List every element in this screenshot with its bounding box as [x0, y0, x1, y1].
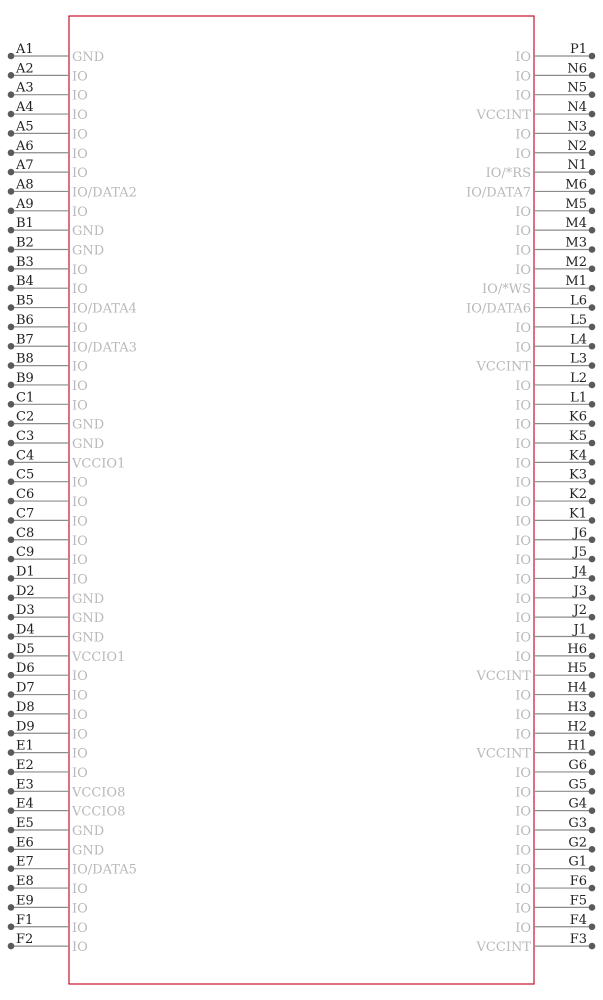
pin-number: G6 [568, 757, 587, 773]
pin-connection-dot [589, 711, 596, 718]
pin-number: B2 [16, 235, 34, 251]
pin-name: IO [515, 804, 531, 820]
pin-number: E9 [16, 893, 34, 909]
pin-connection-dot [589, 517, 596, 524]
pin-number: L3 [570, 351, 587, 367]
pin-name: IO [72, 495, 88, 511]
pin-connection-dot [589, 904, 596, 911]
pin-connection-dot [8, 111, 15, 118]
pin-name: IO [515, 533, 531, 549]
pin-number: H2 [567, 719, 587, 735]
pin-name: IO [515, 727, 531, 743]
pin-name: IO [515, 882, 531, 898]
pin-connection-dot [8, 595, 15, 602]
pin-number: M4 [565, 216, 587, 232]
pin-number: H5 [567, 661, 587, 677]
pin-connection-dot [8, 691, 15, 698]
pin-name: GND [72, 591, 105, 607]
chip-body-outline [69, 16, 534, 984]
pin-number: E4 [16, 796, 34, 812]
pin-number: E2 [16, 757, 34, 773]
pin-name: IO [72, 127, 88, 143]
pin-number: P1 [569, 42, 587, 57]
pin-name: IO [515, 146, 531, 162]
pin-name: IO [72, 765, 88, 781]
pin-number: K4 [569, 448, 587, 464]
pin-name: VCCINT [476, 746, 531, 762]
pin-connection-dot [8, 517, 15, 524]
pin-number: F1 [16, 912, 34, 928]
pin-number: N4 [567, 100, 587, 116]
pin-number: H1 [567, 738, 587, 754]
pin-number: E7 [16, 854, 34, 870]
pin-name: IO [72, 320, 88, 336]
pin-number: B7 [16, 332, 34, 348]
pin-connection-dot [589, 227, 596, 234]
pin-name: VCCIO8 [72, 785, 126, 801]
pin-number: A7 [16, 158, 34, 174]
pin-connection-dot [8, 769, 15, 776]
pin-name: VCCINT [476, 940, 531, 956]
pin-name: IO [72, 553, 88, 569]
pin-connection-dot [589, 420, 596, 427]
pin-number: G5 [568, 777, 587, 793]
pin-name: VCCIO8 [72, 804, 126, 820]
pin-connection-dot [589, 769, 596, 776]
pin-number: K1 [569, 506, 587, 522]
pin-connection-dot [8, 943, 15, 950]
pin-connection-dot [8, 749, 15, 756]
pin-number: L1 [570, 390, 587, 406]
pin-connection-dot [8, 401, 15, 408]
pin-connection-dot [8, 846, 15, 853]
pin-name: IO [515, 553, 531, 569]
pin-name: IO [515, 243, 531, 259]
pin-number: N6 [567, 61, 587, 77]
pin-number: D8 [16, 699, 35, 715]
pin-number: L4 [570, 332, 587, 348]
pin-connection-dot [589, 285, 596, 292]
pin-number: A8 [16, 177, 34, 193]
pin-connection-dot [8, 885, 15, 892]
pin-name: IO [515, 417, 531, 433]
pin-connection-dot [589, 324, 596, 331]
pin-connection-dot [589, 208, 596, 215]
pin-name: IO/DATA6 [466, 301, 531, 317]
pin-name: GND [72, 611, 105, 627]
pin-name: IO [72, 88, 88, 104]
pin-connection-dot [8, 285, 15, 292]
pin-number: N3 [567, 119, 587, 135]
pin-number: J1 [573, 622, 587, 638]
pin-number: K5 [569, 429, 587, 444]
pin-connection-dot [8, 575, 15, 582]
pin-name: VCCIO1 [72, 649, 126, 665]
pin-number: C1 [16, 390, 35, 406]
pin-number: M5 [565, 196, 587, 212]
pin-name: IO [515, 707, 531, 723]
pin-connection-dot [589, 188, 596, 195]
pin-connection-dot [8, 72, 15, 79]
pin-number: E5 [16, 816, 34, 831]
pin-number: D1 [16, 564, 35, 580]
pin-number: C3 [16, 429, 35, 444]
pin-connection-dot [8, 904, 15, 911]
pin-number: B5 [16, 293, 34, 309]
pin-number: E1 [16, 738, 34, 754]
pin-connection-dot [8, 807, 15, 814]
pin-connection-dot [589, 691, 596, 698]
pin-connection-dot [8, 556, 15, 563]
pin-connection-dot [589, 440, 596, 447]
pin-number: B3 [16, 254, 34, 270]
pin-number: D7 [16, 680, 35, 696]
pin-number: C9 [16, 545, 35, 561]
pin-connection-dot [589, 827, 596, 834]
pin-name: IO/*RS [485, 166, 531, 182]
pin-connection-dot [8, 498, 15, 505]
pin-name: IO [515, 572, 531, 588]
pin-number: H4 [567, 680, 587, 696]
pin-name: IO [515, 862, 531, 878]
pin-number: C6 [16, 487, 35, 503]
pin-name: IO [515, 785, 531, 801]
pin-name: IO [515, 320, 531, 336]
pin-connection-dot [8, 304, 15, 311]
pin-connection-dot [589, 72, 596, 79]
pin-name: IO [72, 901, 88, 917]
pin-name: VCCINT [476, 669, 531, 685]
pin-name: IO [515, 398, 531, 414]
pin-number: H6 [567, 641, 587, 657]
pin-connection-dot [589, 246, 596, 253]
pin-connection-dot [589, 266, 596, 273]
pin-number: E8 [16, 874, 34, 890]
pin-number: F5 [569, 893, 587, 909]
pin-connection-dot [589, 362, 596, 369]
pin-number: M2 [565, 254, 587, 270]
pin-connection-dot [589, 865, 596, 872]
pin-connection-dot [589, 788, 596, 795]
pin-connection-dot [8, 53, 15, 60]
pin-name: IO [515, 127, 531, 143]
pin-connection-dot [589, 459, 596, 466]
pin-number: L5 [570, 312, 587, 328]
pin-number: C5 [16, 467, 35, 483]
pin-connection-dot [8, 536, 15, 543]
pin-connection-dot [8, 827, 15, 834]
pin-connection-dot [8, 614, 15, 621]
pin-name: IO [515, 514, 531, 530]
pin-number: B1 [16, 216, 34, 232]
pin-name: IO [72, 669, 88, 685]
pin-connection-dot [8, 343, 15, 350]
pin-connection-dot [8, 923, 15, 930]
pin-number: D5 [16, 641, 35, 657]
pin-number: C4 [16, 448, 35, 464]
pin-name: IO [515, 920, 531, 936]
pin-number: B4 [16, 274, 34, 290]
pin-name: IO [72, 514, 88, 530]
pin-name: IO [72, 746, 88, 762]
pin-number: J2 [573, 603, 587, 619]
pin-name: IO [515, 88, 531, 104]
pin-connection-dot [8, 362, 15, 369]
pin-number: D3 [16, 603, 35, 619]
pin-name: IO [515, 824, 531, 839]
pin-connection-dot [8, 730, 15, 737]
pin-connection-dot [8, 633, 15, 640]
pin-connection-dot [8, 711, 15, 718]
pin-connection-dot [8, 420, 15, 427]
pin-number: J4 [573, 564, 587, 580]
pin-name: IO [72, 882, 88, 898]
pin-name: IO [72, 920, 88, 936]
pin-name: IO [72, 572, 88, 588]
pin-name: IO [72, 166, 88, 182]
pin-name: GND [72, 224, 105, 240]
pin-number: D4 [16, 622, 35, 638]
pin-connection-dot [589, 149, 596, 156]
pin-number: K2 [569, 487, 587, 503]
pin-name: IO [72, 378, 88, 394]
pin-connection-dot [589, 943, 596, 950]
pin-name: IO [72, 398, 88, 414]
pin-connection-dot [589, 169, 596, 176]
pin-number: J6 [573, 525, 587, 541]
pin-number: N2 [567, 138, 587, 154]
pin-connection-dot [589, 343, 596, 350]
pin-name: GND [72, 417, 105, 433]
pin-name: IO [72, 533, 88, 549]
pin-number: G1 [568, 854, 587, 870]
pin-number: D6 [16, 661, 35, 677]
pin-name: IO [72, 108, 88, 124]
pin-name: IO [515, 495, 531, 511]
pin-name: GND [72, 243, 105, 259]
pin-name: IO [515, 591, 531, 607]
pin-number: H3 [567, 699, 587, 715]
pin-connection-dot [589, 923, 596, 930]
pin-connection-dot [8, 130, 15, 137]
pin-number: L2 [570, 370, 587, 386]
pin-number: A9 [16, 196, 34, 212]
pin-name: IO/*WS [482, 282, 531, 298]
pin-number: A4 [16, 100, 34, 116]
pin-connection-dot [589, 304, 596, 311]
pin-number: N1 [567, 158, 587, 174]
pin-name: IO [515, 456, 531, 472]
pin-connection-dot [8, 324, 15, 331]
pin-name: IO [515, 688, 531, 704]
pin-number: J5 [573, 545, 587, 561]
pin-connection-dot [589, 401, 596, 408]
pin-connection-dot [589, 556, 596, 563]
pin-number: A1 [16, 42, 34, 57]
pin-connection-dot [589, 807, 596, 814]
pin-name: IO [72, 204, 88, 220]
pin-number: M6 [565, 177, 587, 193]
pin-connection-dot [8, 865, 15, 872]
pin-connection-dot [8, 246, 15, 253]
pin-name: IO [515, 50, 531, 65]
pin-name: GND [72, 50, 105, 65]
pin-connection-dot [8, 227, 15, 234]
pin-number: F6 [569, 874, 587, 890]
pin-connection-dot [8, 266, 15, 273]
pin-connection-dot [589, 536, 596, 543]
pin-connection-dot [8, 788, 15, 795]
pin-number: C7 [16, 506, 35, 522]
pin-connection-dot [589, 633, 596, 640]
pin-number: F2 [16, 932, 34, 948]
pin-name: IO/DATA4 [72, 301, 137, 317]
pin-name: IO [72, 707, 88, 723]
pin-number: K6 [569, 409, 587, 425]
pin-connection-dot [589, 730, 596, 737]
pin-connection-dot [589, 846, 596, 853]
pin-name: VCCINT [476, 359, 531, 375]
pin-number: C8 [16, 525, 35, 541]
pin-name: IO/DATA2 [72, 185, 137, 201]
pin-number: A2 [16, 61, 34, 77]
pin-name: IO [72, 727, 88, 743]
pin-number: D2 [16, 583, 35, 599]
right-pin-column [466, 42, 595, 955]
pin-name: IO [515, 901, 531, 917]
pin-name: IO [515, 630, 531, 646]
pin-name: IO/DATA5 [72, 862, 137, 878]
pin-connection-dot [8, 149, 15, 156]
pin-connection-dot [589, 885, 596, 892]
pin-connection-dot [8, 91, 15, 98]
pin-name: IO [515, 765, 531, 781]
pin-number: L6 [570, 293, 587, 309]
pin-name: IO/DATA7 [466, 185, 531, 201]
pin-connection-dot [589, 382, 596, 389]
pin-number: F3 [569, 932, 587, 948]
pin-number: C2 [16, 409, 35, 425]
pin-number: K3 [569, 467, 587, 483]
pin-connection-dot [589, 595, 596, 602]
pin-number: M3 [565, 235, 587, 251]
pin-name: VCCINT [476, 108, 531, 124]
pin-connection-dot [8, 653, 15, 660]
pin-number: B8 [16, 351, 34, 367]
pin-number: G2 [568, 835, 587, 851]
pin-connection-dot [8, 188, 15, 195]
pin-number: E6 [16, 835, 34, 851]
pin-name: GND [72, 437, 105, 452]
pin-connection-dot [8, 672, 15, 679]
pin-connection-dot [589, 614, 596, 621]
pin-connection-dot [589, 653, 596, 660]
pin-name: GND [72, 824, 105, 839]
pin-name: IO [72, 940, 88, 956]
pin-name: IO [72, 688, 88, 704]
pin-name: IO [515, 69, 531, 85]
pin-name: IO [72, 69, 88, 85]
pin-number: A5 [16, 119, 34, 135]
pin-connection-dot [8, 478, 15, 485]
pin-name: IO [515, 611, 531, 627]
pin-connection-dot [589, 575, 596, 582]
pin-number: F4 [569, 912, 587, 928]
pin-name: IO [72, 359, 88, 375]
pin-f3 [476, 932, 596, 955]
pin-name: GND [72, 843, 105, 859]
pin-name: IO [515, 224, 531, 240]
pin-name: IO [515, 475, 531, 491]
pin-number: A3 [16, 80, 34, 96]
pin-name: IO [72, 282, 88, 298]
pin-connection-dot [589, 53, 596, 60]
pin-number: G3 [568, 816, 587, 831]
pin-number: E3 [16, 777, 34, 793]
pin-name: GND [72, 630, 105, 646]
pin-name: IO [515, 649, 531, 665]
pin-number: N5 [567, 80, 587, 96]
pin-number: A6 [16, 138, 34, 154]
pin-name: IO [515, 262, 531, 278]
pin-number: D9 [16, 719, 35, 735]
pin-name: IO [72, 475, 88, 491]
pin-name: VCCIO1 [72, 456, 126, 472]
pin-connection-dot [8, 169, 15, 176]
pin-name: IO [515, 437, 531, 452]
pin-name: IO [515, 204, 531, 220]
pin-connection-dot [589, 478, 596, 485]
pin-number: J3 [573, 583, 587, 599]
pin-connection-dot [8, 440, 15, 447]
pin-name: IO [72, 262, 88, 278]
pin-connection-dot [8, 208, 15, 215]
pin-connection-dot [8, 382, 15, 389]
pin-name: IO [72, 146, 88, 162]
pin-name: IO/DATA3 [72, 340, 137, 356]
pin-connection-dot [589, 498, 596, 505]
pin-connection-dot [589, 111, 596, 118]
pin-name: IO [515, 378, 531, 394]
pin-connection-dot [589, 130, 596, 137]
pin-connection-dot [589, 91, 596, 98]
pin-name: IO [515, 340, 531, 356]
pin-connection-dot [589, 749, 596, 756]
pin-number: M1 [565, 274, 587, 290]
pin-name: IO [515, 843, 531, 859]
pin-connection-dot [589, 672, 596, 679]
pin-number: G4 [568, 796, 587, 812]
pin-connection-dot [8, 459, 15, 466]
left-pin-column [8, 42, 137, 955]
pin-number: B9 [16, 370, 34, 386]
pin-number: B6 [16, 312, 34, 328]
